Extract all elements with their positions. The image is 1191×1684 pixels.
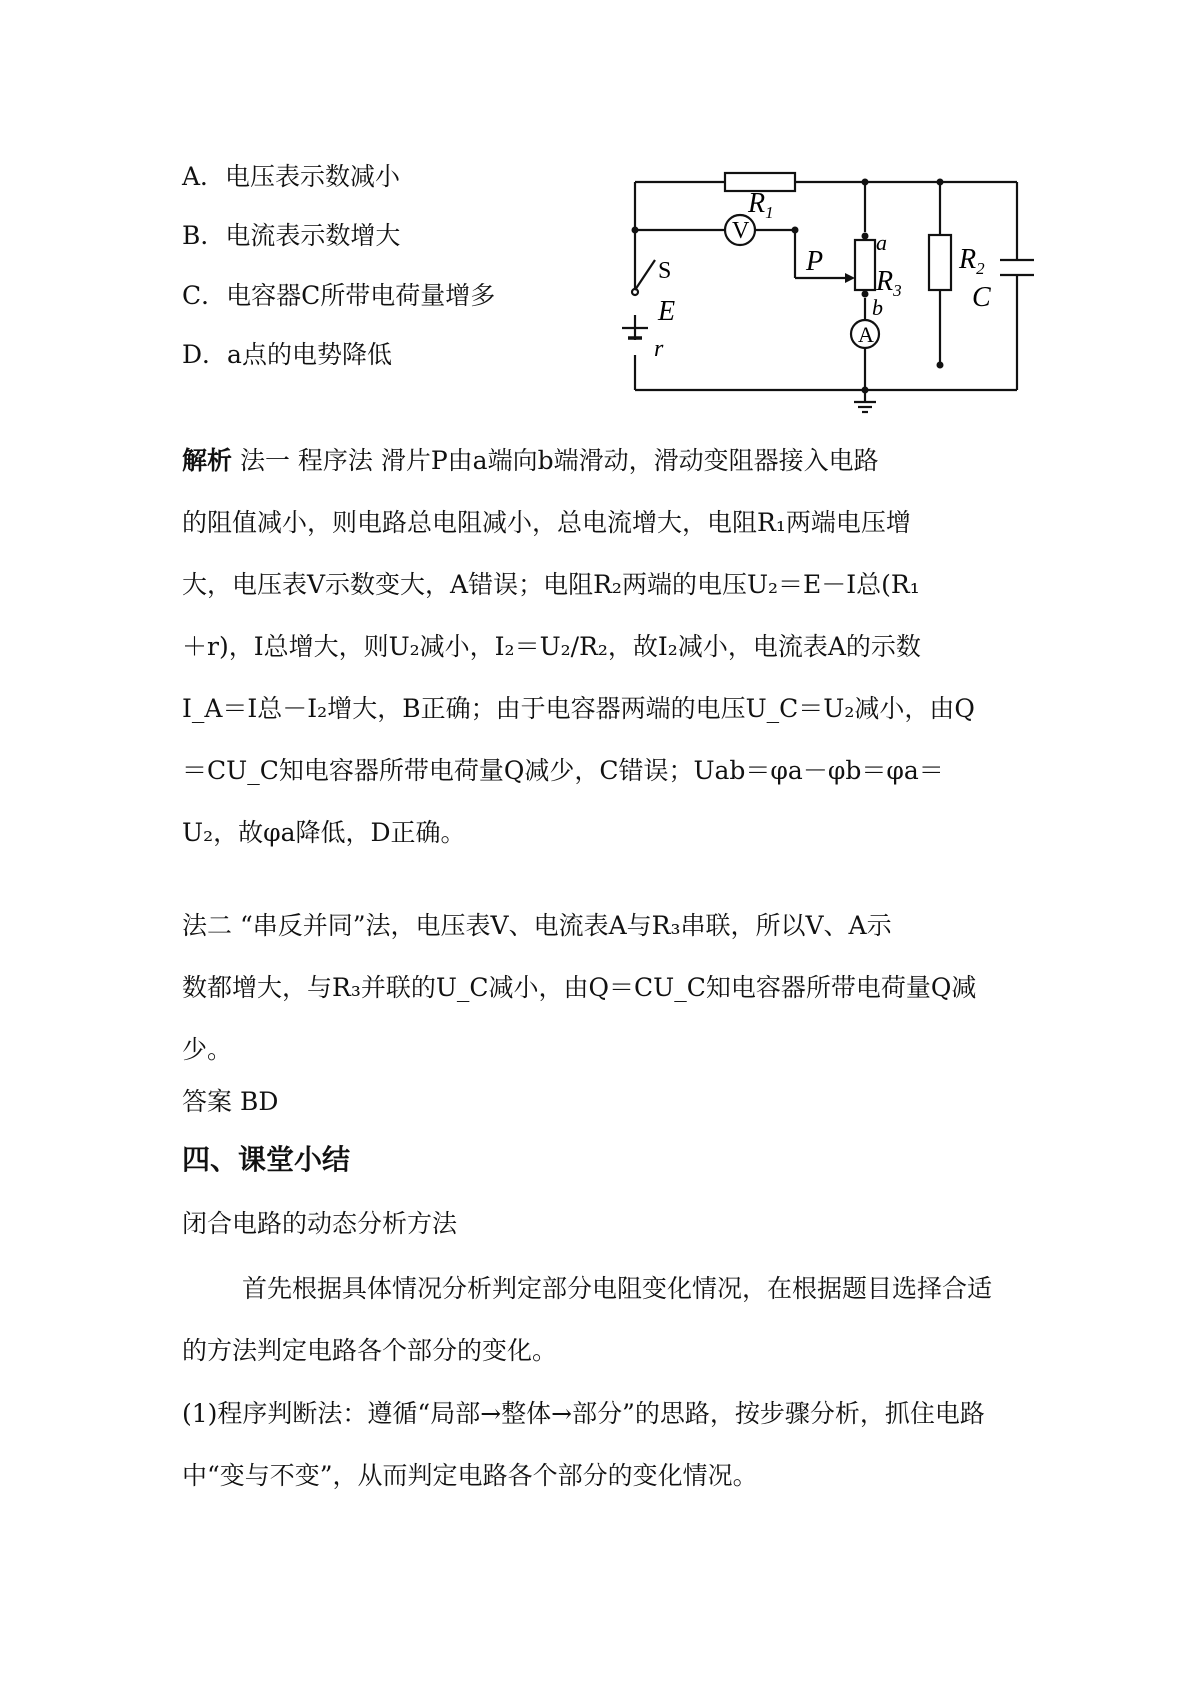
capacitor-c-label: C xyxy=(972,282,991,313)
answer: 答案 BD xyxy=(182,1087,279,1116)
option-a: A．电压表示数减小 xyxy=(182,162,401,191)
option-c: C．电容器C所带电荷量增多 xyxy=(182,281,496,310)
analysis-line: 数都增大，与R₃并联的U_C减小，由Q＝CU_C知电容器所带电荷量Q减 xyxy=(182,973,977,1002)
analysis-label: 解析 xyxy=(182,446,233,475)
analysis-line: ＝CU_C知电容器所带电荷量Q减少，C错误；Uab＝φa－φb＝φa＝ xyxy=(182,756,944,785)
analysis-method-2 xyxy=(182,895,1012,1081)
analysis-line: 大，电压表V示数变大，A错误；电阻R₂两端的电压U₂＝E－I总(R₁ xyxy=(182,570,920,599)
analysis-line: 法二 “串反并同”法，电压表V、电流表A与R₃串联，所以V、A示 xyxy=(182,911,892,940)
option-d: D．a点的电势降低 xyxy=(182,340,392,369)
r2-label: $R_2$ xyxy=(959,244,985,278)
analysis-method-1 xyxy=(182,430,1012,864)
summary-title: 闭合电路的动态分析方法 xyxy=(182,1209,458,1238)
point-b-label: b xyxy=(872,295,883,320)
voltmeter-label: V xyxy=(732,218,750,244)
circuit-diagram xyxy=(620,160,1040,420)
point-a-label: a xyxy=(876,230,887,255)
option-b: B．电流表示数增大 xyxy=(182,221,401,250)
analysis-line: 解析 法一 程序法 滑片P由a端向b端滑动，滑动变阻器接入电路 xyxy=(182,446,879,475)
emf-e-label: E xyxy=(658,296,676,327)
slider-p-label: P xyxy=(806,246,824,277)
summary-paragraph: 首先根据具体情况分析判定部分电阻变化情况，在根据题目选择合适的方法判定电路各个部分的变化。 xyxy=(182,1274,993,1365)
analysis-line: U₂，故φa降低，D正确。 xyxy=(182,818,466,847)
summary-item-1: (1)程序判断法：遵循“局部→整体→部分”的思路，按步骤分析，抓住电路中“变与不变”，从而判定电路各个部分的变化情况。 xyxy=(182,1399,985,1490)
r1-label: $R_1$ xyxy=(748,188,774,222)
internal-r-label: r xyxy=(654,336,664,362)
section-title: 四、课堂小结 xyxy=(182,1143,351,1176)
analysis-line: 的阻值减小，则电路总电阻减小，总电流增大，电阻R₁两端电压增 xyxy=(182,508,911,537)
ammeter-label: A xyxy=(858,322,874,347)
analysis-line: ＋r)，I总增大，则U₂减小，I₂＝U₂/R₂，故I₂减小，电流表A的示数 xyxy=(182,632,921,661)
analysis-line: 少。 xyxy=(182,1035,233,1064)
switch-s-label: S xyxy=(658,258,672,284)
analysis-line: I_A＝I总－I₂增大，B正确；由于电容器两端的电压U_C＝U₂减小，由Q xyxy=(182,694,975,723)
r3-label: $R_3$ xyxy=(876,266,902,300)
